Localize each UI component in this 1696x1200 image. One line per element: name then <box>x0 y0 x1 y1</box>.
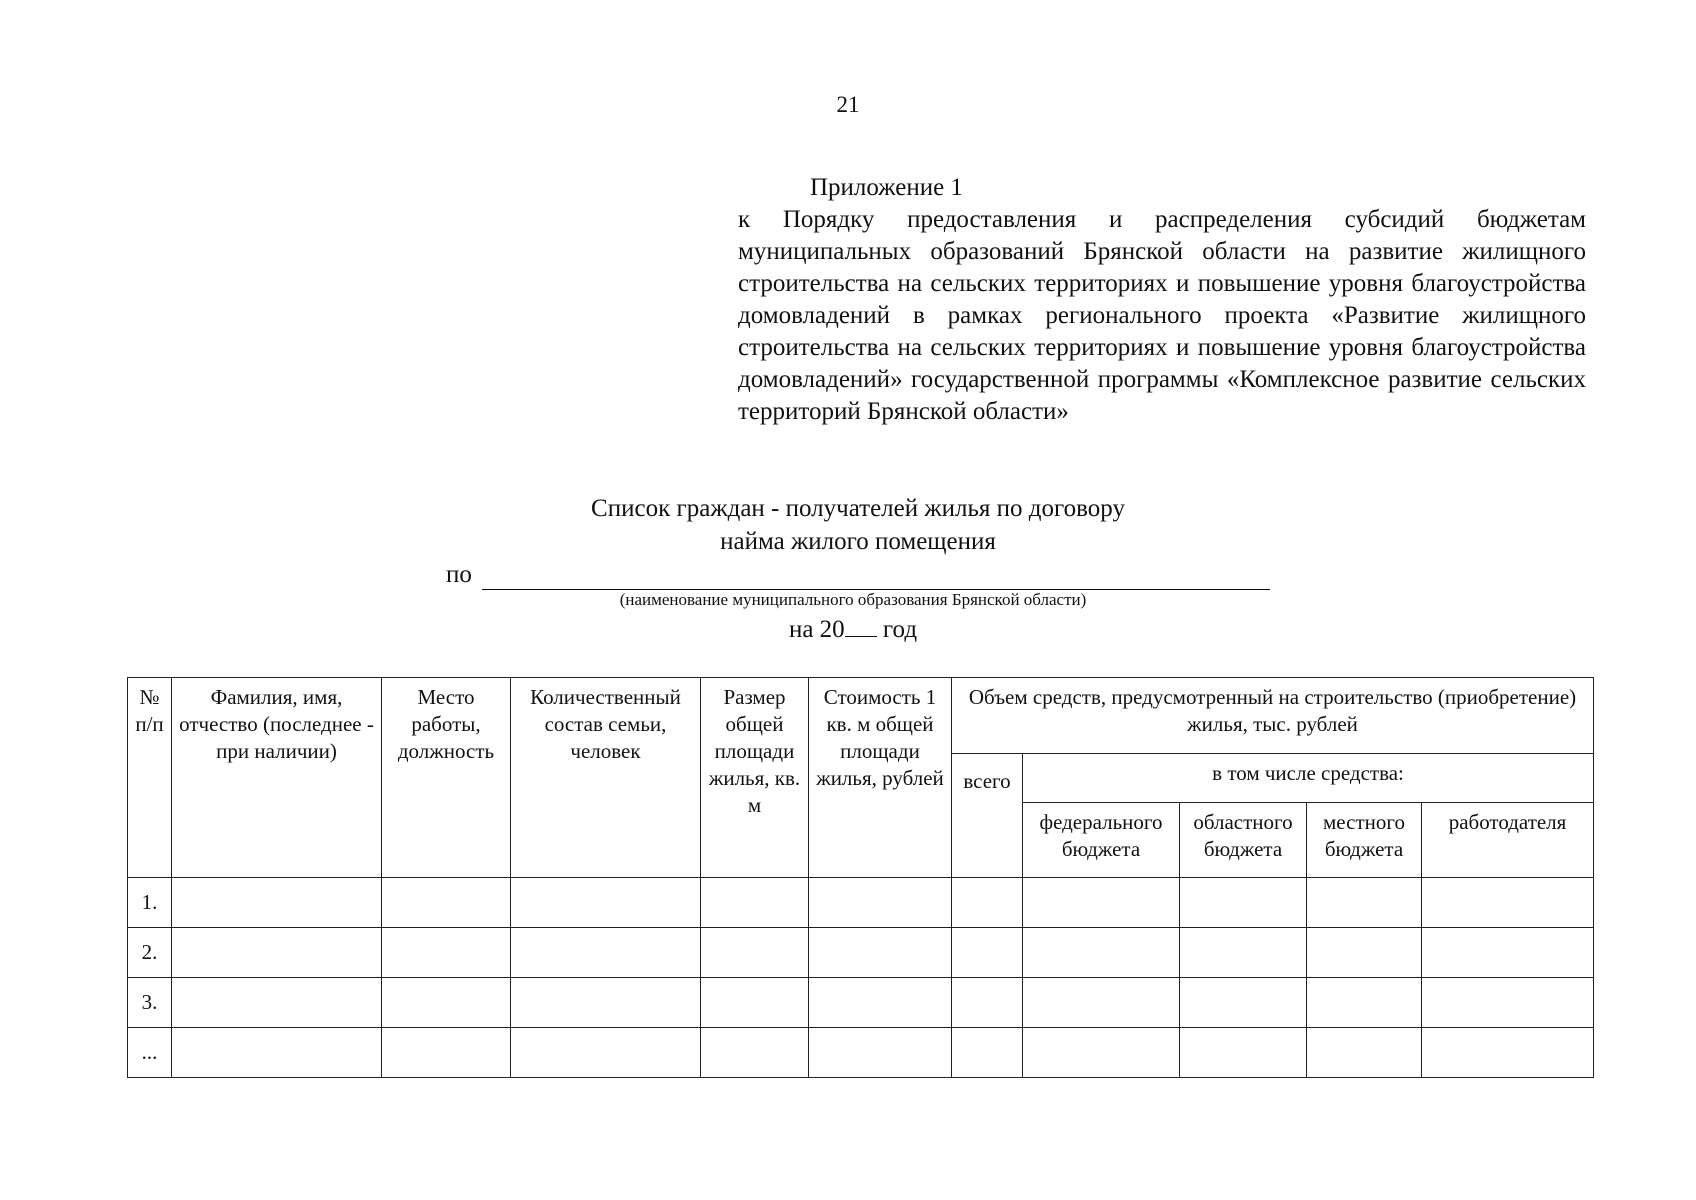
header-regional: областного бюджета <box>1180 803 1307 878</box>
table-cell <box>172 928 382 978</box>
header-funds: Объем средств, предусмотренный на строительство (приобретение) жилья, тыс. рублей <box>952 678 1594 754</box>
list-title-line1: Список граждан - получателей жилья по договору <box>591 495 1125 522</box>
table-cell <box>809 1028 952 1078</box>
table-cell <box>952 878 1023 928</box>
table-cell <box>1307 878 1422 928</box>
page-number: 21 <box>836 92 860 117</box>
municipality-caption: (наименование муниципального образования Брянской области) <box>619 590 1087 609</box>
row-number: 1. <box>128 878 172 928</box>
table-cell <box>701 978 809 1028</box>
table-cell <box>1180 928 1307 978</box>
table-cell <box>1422 878 1594 928</box>
header-federal: федерального бюджета <box>1023 803 1180 878</box>
table-cell <box>1307 978 1422 1028</box>
appendix-block <box>738 172 1586 428</box>
table-cell <box>809 928 952 978</box>
table-cell <box>701 928 809 978</box>
table-cell <box>1180 978 1307 1028</box>
table-cell <box>511 878 701 928</box>
table-cell <box>1422 928 1594 978</box>
header-total: всего <box>952 754 1023 878</box>
row-number: 3. <box>128 978 172 1028</box>
header-area: Размер общей площади жилья, кв. м <box>701 678 809 878</box>
header-num: № п/п <box>128 678 172 878</box>
table-cell <box>1023 1028 1180 1078</box>
year-blank <box>845 614 877 637</box>
table-cell <box>701 878 809 928</box>
header-fio: Фамилия, имя, отчество (последнее - при наличии) <box>172 678 382 878</box>
municipality-line <box>446 560 1270 590</box>
table-cell <box>1307 928 1422 978</box>
municipality-blank <box>482 567 1270 590</box>
table-cell <box>952 928 1023 978</box>
header-employer: работодателя <box>1422 803 1594 878</box>
year-prefix: на 20 <box>788 616 845 643</box>
table-row <box>128 978 1594 1028</box>
table-cell <box>511 978 701 1028</box>
table-cell <box>1023 978 1180 1028</box>
table-cell <box>701 1028 809 1078</box>
year-line <box>0 614 1696 644</box>
table-row <box>128 928 1594 978</box>
table-cell <box>1307 1028 1422 1078</box>
table-row <box>128 878 1594 928</box>
table-cell <box>809 878 952 928</box>
table-cell <box>382 928 511 978</box>
table-cell <box>172 1028 382 1078</box>
row-number: 2. <box>128 928 172 978</box>
header-cost: Стоимость 1 кв. м общей площади жилья, рублей <box>809 678 952 878</box>
table-cell <box>1023 878 1180 928</box>
appendix-text: к Порядку предоставления и распределения субсидий бюджетам муниципальных образований Брянской области на развитие жилищного строительства на сельских территориях и повышение уровня благоустройства домовладений в рамках регионального проекта «Развитие жилищного строительства на сельских территориях и повышение уровня благоустройства домовладений» государственной программы «Комплексное развитие сельских территорий Брянской области» <box>738 206 1586 425</box>
table-row <box>128 1028 1594 1078</box>
row-number: ... <box>128 1028 172 1078</box>
table-cell <box>511 928 701 978</box>
year-suffix: год <box>882 616 918 643</box>
table-cell <box>382 1028 511 1078</box>
list-title-line2: найма жилого помещения <box>720 528 996 555</box>
table-cell <box>952 1028 1023 1078</box>
table-cell <box>172 978 382 1028</box>
header-local: местного бюджета <box>1307 803 1422 878</box>
table-cell <box>382 978 511 1028</box>
table-cell <box>1180 1028 1307 1078</box>
table-cell <box>511 1028 701 1078</box>
appendix-title: Приложение 1 <box>810 174 963 201</box>
table-cell <box>382 878 511 928</box>
table-cell <box>1422 978 1594 1028</box>
table-cell <box>1422 1028 1594 1078</box>
table-cell <box>1180 878 1307 928</box>
table-cell <box>809 978 952 1028</box>
table-cell <box>1023 928 1180 978</box>
municipality-prefix: по <box>446 561 472 588</box>
header-work: Место работы, должность <box>382 678 511 878</box>
recipients-table <box>127 677 1594 1078</box>
table-cell <box>952 978 1023 1028</box>
table-cell <box>172 878 382 928</box>
header-family: Количественный состав семьи, человек <box>511 678 701 878</box>
header-including: в том числе средства: <box>1023 754 1594 803</box>
